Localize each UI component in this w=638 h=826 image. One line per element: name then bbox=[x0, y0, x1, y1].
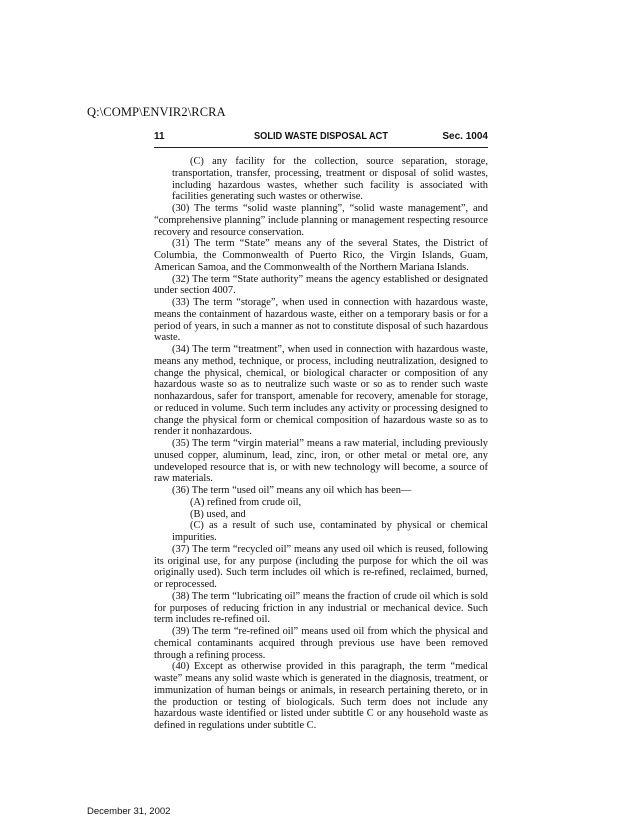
paragraph-40: (40) Except as otherwise provided in this paragraph, the term “medical waste” means any solid waste which is generated in the diagnosis, treatment, or immunization of human beings or animals, in research pertaining thereto, or in the production or testing of biologicals. Such term does not include any hazardous waste identified or listed under subtitle C or any household waste as defined in regulations under subtitle C. bbox=[154, 661, 488, 731]
paragraph-32: (32) The term “State authority” means the agency established or designated under section 4007. bbox=[154, 273, 488, 297]
section-number: Sec. 1004 bbox=[442, 131, 488, 142]
paragraph-31: (31) The term “State” means any of the several States, the District of Columbia, the Commonwealth of Puerto Rico, the Virgin Islands, Guam, American Samoa, and the Commonwealth of the Northern Mariana Islands. bbox=[154, 238, 488, 273]
paragraph-30: (30) The terms “solid waste planning”, “solid waste management”, and “comprehensive planning” include planning or management respecting resource recovery and resource conservation. bbox=[154, 203, 488, 238]
paragraph-39: (39) The term “re-refined oil” means used oil from which the physical and chemical contaminants acquired through previous use have been removed through a refining process. bbox=[154, 626, 488, 661]
running-header bbox=[154, 131, 488, 148]
paragraph-35: (35) The term “virgin material” means a raw material, including previously unused copper, aluminum, lead, zinc, iron, or other metal or metal ore, any undeveloped resource that is, or with new technology will become, a source of raw materials. bbox=[154, 438, 488, 485]
paragraph-36c: (C) as a result of such use, contaminated by physical or chemical impurities. bbox=[172, 520, 488, 543]
page-title: SOLID WASTE DISPOSAL ACT bbox=[254, 131, 388, 142]
paragraph-37: (37) The term “recycled oil” means any used oil which is reused, following its original use, for any purpose (including the purpose for which the oil was originally used). Such term includes oil which is re-refined, reclaimed, burned, or reprocessed. bbox=[154, 543, 488, 590]
paragraph-36a: (A) refined from crude oil, bbox=[190, 496, 302, 508]
paragraph-36: (36) The term “used oil” means any oil which has been— bbox=[172, 485, 412, 496]
statute-text bbox=[154, 156, 488, 732]
paragraph-29c: (C) any facility for the collection, source separation, storage, transportation, transfer, processing, treatment or disposal of solid wastes, including hazardous wastes, whether such facility is associated with facilities generating such wastes or otherwise. bbox=[172, 156, 488, 203]
paragraph-36b: (B) used, and bbox=[190, 508, 246, 520]
paragraph-34: (34) The term “treatment”, when used in connection with hazardous waste, means any method, technique, or process, including neutralization, designed to change the physical, chemical, or biological character or composition of any hazardous waste so as to neutralize such waste or so as to render such waste nonhazardous, safer for transport, amenable for recovery, amenable for storage, or reduced in volume. Such term includes any activity or processing designed to change the physical form or chemical composition of hazardous waste so as to render it nonhazardous. bbox=[154, 344, 488, 438]
paragraph-38: (38) The term “lubricating oil” means the fraction of crude oil which is sold for purposes of reducing friction in any industrial or mechanical device. Such term includes re-refined oil. bbox=[154, 590, 488, 626]
footer-date: December 31, 2002 bbox=[87, 806, 171, 817]
page-number: 11 bbox=[154, 131, 165, 142]
paragraph-33: (33) The term “storage”, when used in connection with hazardous waste, means the containment of hazardous waste, either on a temporary basis or for a period of years, in such a manner as not to constitute disposal of such hazardous waste. bbox=[154, 297, 488, 344]
file-path: Q:\COMP\ENVIR2\RCRA bbox=[87, 105, 226, 119]
